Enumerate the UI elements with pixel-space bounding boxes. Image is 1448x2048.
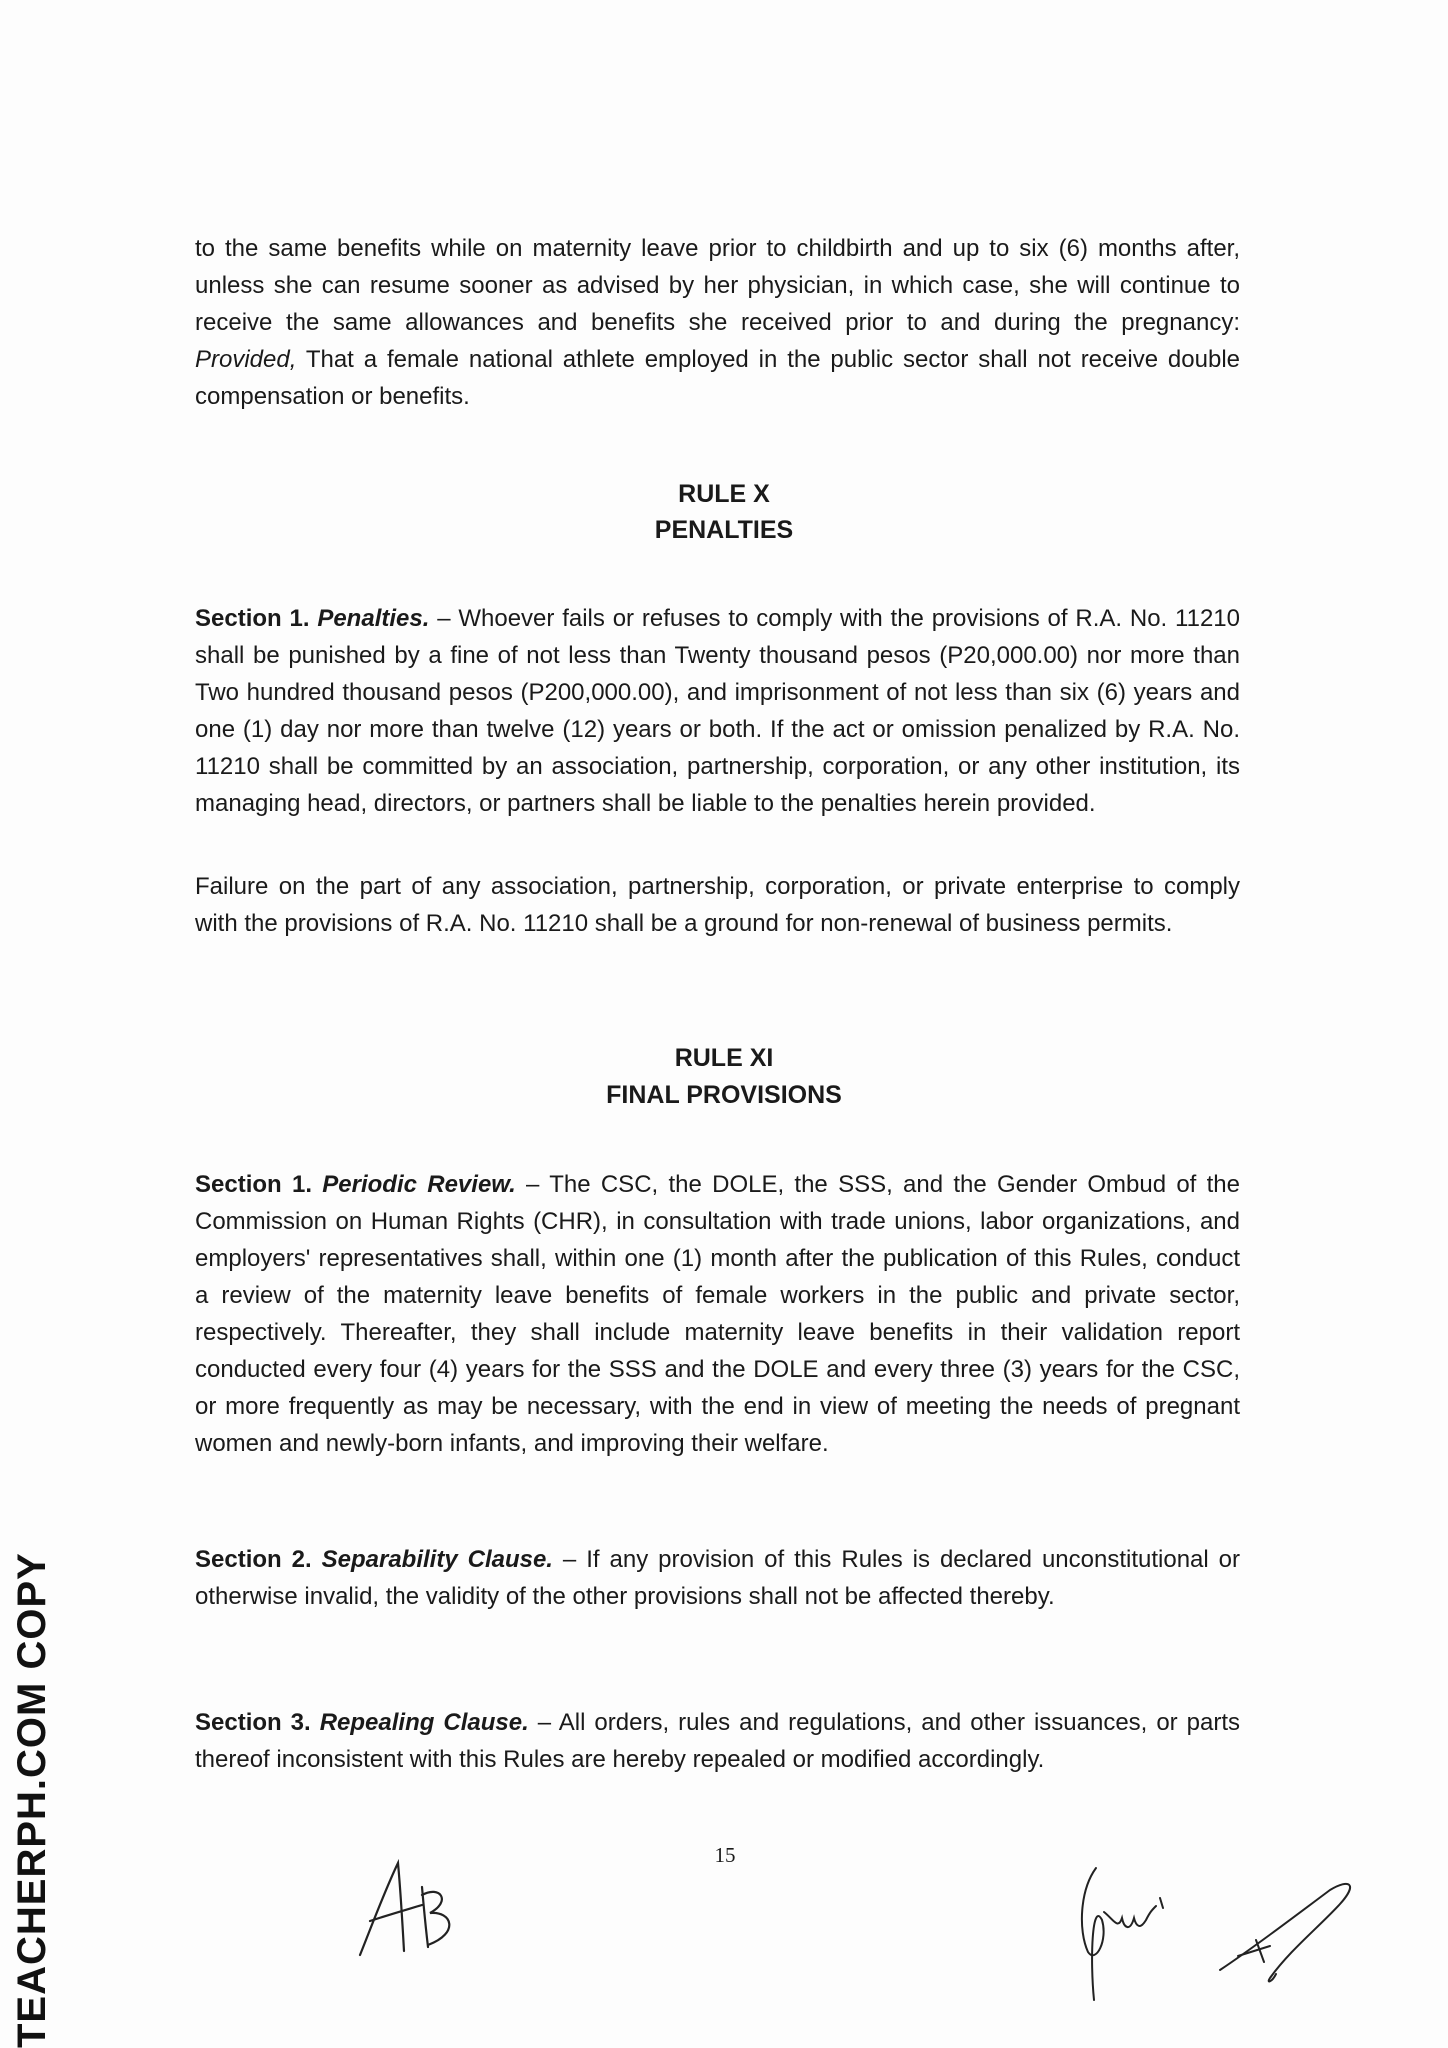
page-number: 15 <box>714 1843 736 1867</box>
continuation-paragraph <box>195 230 1240 415</box>
section-title: Repealing Clause. <box>319 1709 529 1736</box>
section-text: – All orders, rules and regulations, and other issuances, or parts thereof inconsistent with this Rules are hereby repealed or modified accordingly. <box>195 1709 1241 1773</box>
provided-term: Provided, <box>195 346 297 373</box>
section-lead: Section 1. <box>195 605 310 632</box>
section-title: Penalties. <box>317 605 430 632</box>
rule-xi-number: RULE XI <box>674 1044 774 1072</box>
section-text: – The CSC, the DOLE, the SSS, and the Gender Ombud of the Commission on Human Rights (CHR), in consultation with trade unions, labor organizations, and employers' representatives shall, within one (1) month after the publication of this Rules, conduct a review of the maternity leave benefits of female workers in the public and private sector, respectively. Thereafter, they shall include maternity leave benefits in their validation report conducted every four (4) years for the SSS and the DOLE and every three (3) years for the CSC, or more frequently as may be necessary, with the end in view of meeting the needs of pregnant women and newly-born infants, and improving their welfare. <box>195 1171 1240 1457</box>
continuation-text-1: to the same benefits while on maternity leave prior to childbirth and up to six (6) months after, unless she can resume sooner as advised by her physician, in which case, she will continue to receive the same allowances and benefits she received prior to and during the pregnancy: <box>195 235 1240 336</box>
rule-x-number: RULE X <box>678 480 770 508</box>
watermark: TEACHERPH.COM COPY <box>10 1552 54 2048</box>
rule-x-section-1 <box>195 600 1240 822</box>
section-lead: Section 3. <box>195 1709 311 1736</box>
rule-xi-section-3 <box>195 1704 1240 1778</box>
rule-xi-title: FINAL PROVISIONS <box>606 1081 842 1109</box>
rule-xi-section-2 <box>195 1541 1240 1615</box>
right-signature <box>1210 1870 1360 1990</box>
section-title: Periodic Review. <box>322 1171 516 1198</box>
middle-signature <box>1060 1860 1180 2010</box>
rule-x-paragraph-2 <box>195 868 1240 942</box>
paragraph-text: Failure on the part of any association, partnership, corporation, or private enterprise to comply with the provisions of R.A. No. 11210 shall be a ground for non-renewal of business permits. <box>195 873 1240 937</box>
section-text: – If any provision of this Rules is declared unconstitutional or otherwise invalid, the validity of the other provisions shall not be affected thereby. <box>195 1546 1241 1610</box>
rule-x-title: PENALTIES <box>654 516 794 544</box>
section-lead: Section 2. <box>195 1546 312 1573</box>
section-lead: Section 1. <box>195 1171 312 1198</box>
section-title: Separability Clause. <box>321 1546 553 1573</box>
continuation-text-2: That a female national athlete employed in the public sector shall not receive double compensation or benefits. <box>195 346 1240 410</box>
rule-xi-section-1 <box>195 1166 1240 1462</box>
left-initials-signature <box>340 1855 470 1965</box>
section-text: – Whoever fails or refuses to comply with the provisions of R.A. No. 11210 shall be punished by a fine of not less than Twenty thousand pesos (P20,000.00) nor more than Two hundred thousand pesos (P200,000.00), and imprisonment of not less than six (6) years and one (1) day nor more than twelve (12) years or both. If the act or omission penalized by R.A. No. 11210 shall be committed by an association, partnership, corporation, or any other institution, its managing head, directors, or partners shall be liable to the penalties herein provided. <box>195 605 1240 817</box>
